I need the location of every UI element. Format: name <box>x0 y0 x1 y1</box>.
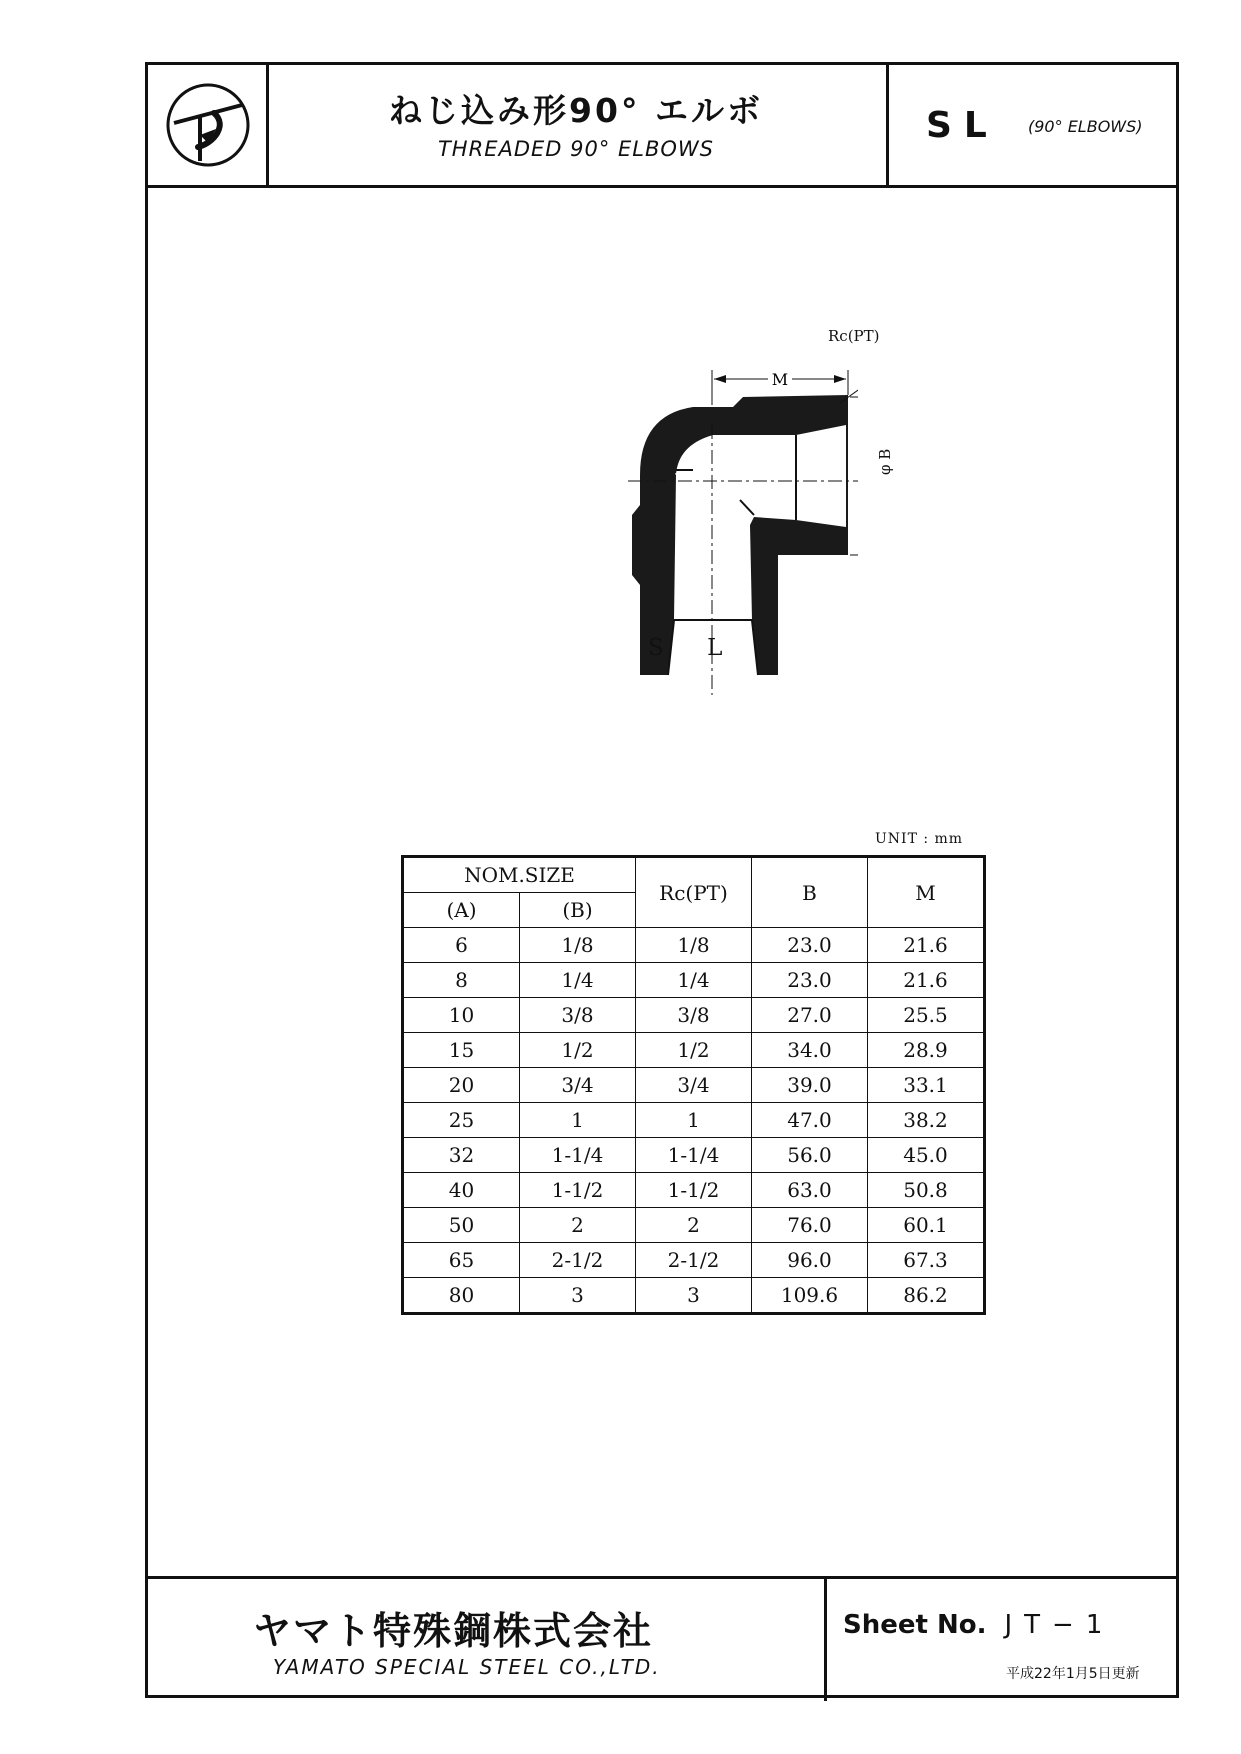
table-cell: 47.0 <box>752 1103 868 1138</box>
product-code: SL <box>926 105 999 146</box>
header-divider-vertical <box>886 65 889 185</box>
table-cell: 23.0 <box>752 963 868 998</box>
company-logo <box>148 65 268 185</box>
table-cell: 50 <box>403 1208 520 1243</box>
table-cell: 1 <box>520 1103 636 1138</box>
table-cell: 15 <box>403 1033 520 1068</box>
header-nom-size: NOM.SIZE <box>403 857 636 893</box>
table-cell: 2-1/2 <box>520 1243 636 1278</box>
product-code-english: (90° ELBOWS) <box>1028 117 1143 136</box>
title-japanese: ねじ込み形90° エルボ <box>389 91 763 130</box>
table-cell: 1-1/4 <box>636 1138 752 1173</box>
table-cell: 1/8 <box>636 928 752 963</box>
table-row <box>403 1068 985 1103</box>
table-cell: 2 <box>520 1208 636 1243</box>
table-cell: 3/8 <box>636 998 752 1033</box>
table-row <box>403 998 985 1033</box>
table-cell: 1/2 <box>636 1033 752 1068</box>
table-cell: 40 <box>403 1173 520 1208</box>
revision-date: 平成22年1月5日更新 <box>1006 1666 1140 1682</box>
table-row <box>403 963 985 998</box>
table-cell: 2-1/2 <box>636 1243 752 1278</box>
sheet-number <box>843 1610 1114 1640</box>
header-a: (A) <box>403 893 520 928</box>
table-cell: 38.2 <box>868 1103 985 1138</box>
drawing-sheet <box>145 62 1179 1698</box>
table-cell: 21.6 <box>868 928 985 963</box>
dimension-table <box>401 855 986 1315</box>
table-cell: 3 <box>520 1278 636 1314</box>
drawing-caption: S L <box>648 635 741 661</box>
table-cell: 1-1/2 <box>520 1173 636 1208</box>
table-cell: 3/8 <box>520 998 636 1033</box>
table-cell: 50.8 <box>868 1173 985 1208</box>
table-cell: 86.2 <box>868 1278 985 1314</box>
table-row <box>403 1033 985 1068</box>
table-cell: 3/4 <box>520 1068 636 1103</box>
header-b: B <box>752 857 868 928</box>
table-cell: 96.0 <box>752 1243 868 1278</box>
company-name-japanese: ヤマト特殊鋼株式会社 <box>253 1609 654 1653</box>
table-cell: 63.0 <box>752 1173 868 1208</box>
dimension-b-label: φ B <box>876 448 894 475</box>
table-row <box>403 1243 985 1278</box>
dimension-m-label: M <box>771 370 789 389</box>
rc-pt-label: Rc(PT) <box>828 327 880 345</box>
table-cell: 27.0 <box>752 998 868 1033</box>
table-cell: 2 <box>636 1208 752 1243</box>
table-cell: 39.0 <box>752 1068 868 1103</box>
table-cell: 1/2 <box>520 1033 636 1068</box>
header-m: M <box>868 857 985 928</box>
table-cell: 1/4 <box>520 963 636 998</box>
table-cell: 45.0 <box>868 1138 985 1173</box>
header-divider <box>148 185 1176 188</box>
table-cell: 1 <box>636 1103 752 1138</box>
elbow-section-drawing <box>528 315 858 735</box>
table-row <box>403 928 985 963</box>
table-cell: 1/8 <box>520 928 636 963</box>
table-cell: 23.0 <box>752 928 868 963</box>
table-cell: 33.1 <box>868 1068 985 1103</box>
table-cell: 3/4 <box>636 1068 752 1103</box>
table-row <box>403 1103 985 1138</box>
title-english: THREADED 90° ELBOWS <box>437 137 715 161</box>
sheet-number-label: Sheet No. <box>843 1610 987 1640</box>
table-row <box>403 1208 985 1243</box>
table-cell: 10 <box>403 998 520 1033</box>
unit-label: UNIT : mm <box>875 831 964 847</box>
table-cell: 34.0 <box>752 1033 868 1068</box>
table-cell: 1-1/4 <box>520 1138 636 1173</box>
table-row <box>403 1138 985 1173</box>
table-cell: 20 <box>403 1068 520 1103</box>
table-cell: 67.3 <box>868 1243 985 1278</box>
table-cell: 65 <box>403 1243 520 1278</box>
table-cell: 80 <box>403 1278 520 1314</box>
company-name-english: YAMATO SPECIAL STEEL CO.,LTD. <box>273 1655 661 1679</box>
table-cell: 76.0 <box>752 1208 868 1243</box>
table-cell: 21.6 <box>868 963 985 998</box>
footer-divider-vertical <box>824 1576 827 1701</box>
table-row <box>403 1173 985 1208</box>
table-row <box>403 1278 985 1314</box>
table-cell: 25 <box>403 1103 520 1138</box>
table-cell: 1-1/2 <box>636 1173 752 1208</box>
footer-divider <box>148 1576 1176 1579</box>
table-cell: 32 <box>403 1138 520 1173</box>
table-cell: 109.6 <box>752 1278 868 1314</box>
header-b-size: (B) <box>520 893 636 928</box>
table-cell: 6 <box>403 928 520 963</box>
table-cell: 25.5 <box>868 998 985 1033</box>
table-cell: 1/4 <box>636 963 752 998</box>
table-cell: 28.9 <box>868 1033 985 1068</box>
table-cell: 8 <box>403 963 520 998</box>
header-rc-pt: Rc(PT) <box>636 857 752 928</box>
sheet-number-value: JT−1 <box>1004 1610 1115 1640</box>
table-cell: 56.0 <box>752 1138 868 1173</box>
table-cell: 60.1 <box>868 1208 985 1243</box>
table-cell: 3 <box>636 1278 752 1314</box>
